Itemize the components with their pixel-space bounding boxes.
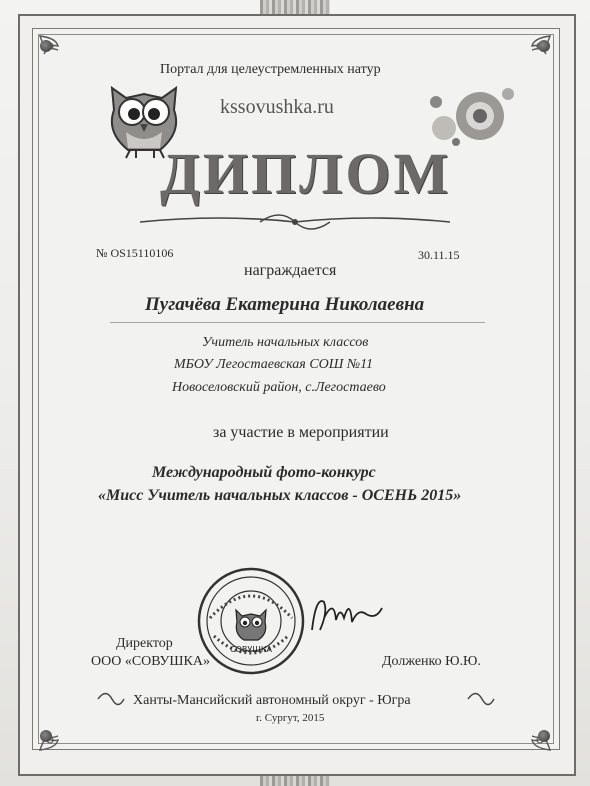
diploma-title: ДИПЛОМ [160, 141, 452, 206]
stamp-label: СОВУШКА [230, 645, 272, 654]
corner-ornament-icon [514, 32, 554, 72]
official-stamp-icon [196, 566, 306, 676]
certificate-number: № OS15110106 [96, 246, 174, 260]
recipient-role: Учитель начальных классов [202, 335, 369, 350]
director-org: ООО «СОВУШКА» [91, 654, 210, 669]
title-flourish-icon [140, 206, 450, 236]
corner-ornament-icon [36, 32, 76, 72]
director-title: Директор [116, 636, 173, 651]
issue-date: 30.11.15 [418, 248, 460, 262]
awarded-label: награждается [244, 262, 337, 279]
recipient-name: Пугачёва Екатерина Николаевна [145, 294, 425, 315]
rivet-icon [538, 730, 550, 742]
city-footer: г. Сургут, 2015 [256, 712, 325, 724]
divider [110, 322, 485, 323]
region-footer: Ханты-Мансийский автономный округ - Югра [133, 693, 411, 708]
rivet-icon [40, 730, 52, 742]
event-line-2: «Мисс Учитель начальных классов - ОСЕНЬ 2015» [98, 487, 462, 504]
signature-icon [306, 590, 386, 640]
portal-caption: Портал для целеустремленных натур [160, 62, 381, 77]
site-name: kssovushka.ru [220, 96, 334, 118]
recipient-school: МБОУ Легостаевская СОШ №11 [174, 357, 374, 372]
rivet-icon [40, 40, 52, 52]
participation-label: за участие в мероприятии [213, 424, 389, 441]
event-line-1: Международный фото-конкурс [152, 464, 376, 481]
signer-name: Долженко Ю.Ю. [382, 654, 481, 669]
footer-ornament-icon [96, 686, 126, 712]
recipient-place: Новоселовский район, с.Легостаево [172, 380, 386, 395]
rivet-icon [538, 40, 550, 52]
footer-ornament-icon [466, 686, 496, 712]
